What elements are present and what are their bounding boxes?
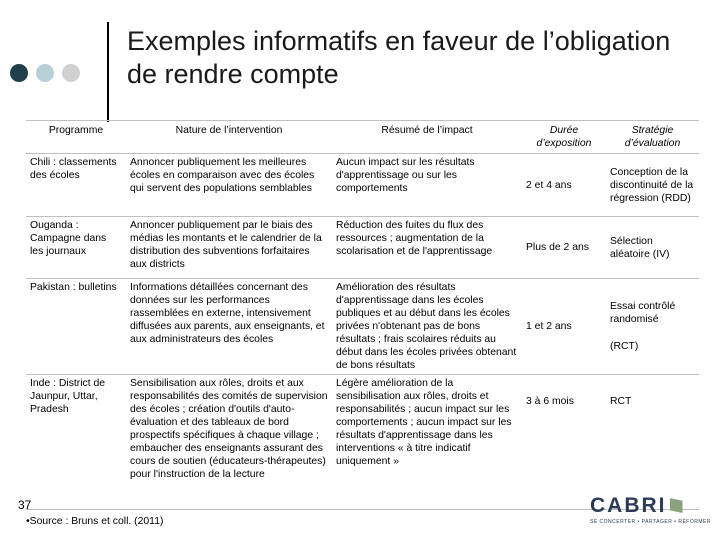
header-duree: Durée d’exposition bbox=[522, 121, 606, 154]
cell-impact: Aucun impact sur les résultats d'apprentissage ou sur les comportements bbox=[332, 154, 522, 217]
cell-intervention: Sensibilisation aux rôles, droits et aux responsabilités des comités de supervision des écoles ; création d'outils d'auto-évaluation et des tableaux de bord prospectifs spécifiques à chaque village ; embaucher des enseignants assurant des cours de soutien (éducateurs-thérapeutes) pour l'instruction de la lecture bbox=[126, 375, 332, 510]
dot-grey bbox=[62, 64, 80, 82]
cell-strategie bbox=[606, 279, 699, 375]
title-divider bbox=[107, 22, 109, 122]
cell-programme: Pakistan : bulletins bbox=[26, 279, 126, 375]
logo-leaf-icon bbox=[670, 498, 683, 513]
cell-duree: 1 et 2 ans bbox=[522, 279, 606, 375]
header-programme: Programme bbox=[26, 121, 126, 154]
table-row bbox=[26, 217, 699, 279]
cell-duree: 3 à 6 mois bbox=[522, 375, 606, 510]
dot-dark bbox=[10, 64, 28, 82]
cell-impact: Légère amélioration de la sensibilisation aux rôles, droits et responsabilités ; aucun impact sur les comportements ; aucun impact sur les résultats d'apprentissage dans les interventions « à titre indicatif uniquement » bbox=[332, 375, 522, 510]
cell-intervention: Annoncer publiquement par le biais des médias les montants et le calendrier de la distribution des subventions forfaitaires aux districts bbox=[126, 217, 332, 279]
cell-strategie: RCT bbox=[606, 375, 699, 510]
header-intervention: Nature de l’intervention bbox=[126, 121, 332, 154]
cell-strategie: Conception de la discontinuité de la régression (RDD) bbox=[606, 154, 699, 217]
table-row bbox=[26, 279, 699, 375]
cell-programme: Ouganda : Campagne dans les journaux bbox=[26, 217, 126, 279]
table-row bbox=[26, 375, 699, 510]
header-strategie: Stratégie d’évaluation bbox=[606, 121, 699, 154]
cell-programme: Inde : District de Jaunpur, Uttar, Pradesh bbox=[26, 375, 126, 510]
cell-intervention: Informations détaillées concernant des données sur les performances rassemblées en externe, intensivement diffusées aux parents, aux enseignants, et aux administrateurs des écoles bbox=[126, 279, 332, 375]
slide-title: Exemples informatifs en faveur de l’obligation de rendre compte bbox=[127, 26, 671, 89]
examples-table bbox=[26, 120, 699, 510]
source-note: •Source : Bruns et coll. (2011) bbox=[26, 516, 164, 527]
cell-intervention: Annoncer publiquement les meilleures écoles en comparaison avec des écoles qui servent des populations semblables bbox=[126, 154, 332, 217]
logo-tagline: SE CONCERTER • PARTAGER • RÉFORMER bbox=[590, 519, 711, 525]
cell-duree: 2 et 4 ans bbox=[522, 154, 606, 217]
table-row bbox=[26, 154, 699, 217]
cell-programme: Chili : classements des écoles bbox=[26, 154, 126, 217]
header-impact: Résumé de l’impact bbox=[332, 121, 522, 154]
strategie-main: Essai contrôlé randomisé bbox=[610, 301, 676, 325]
dot-light-blue bbox=[36, 64, 54, 82]
decorative-dots bbox=[10, 64, 80, 82]
logo-word: CABRI bbox=[590, 494, 667, 517]
table-header-row bbox=[26, 121, 699, 154]
cell-strategie: Sélection aléatoire (IV) bbox=[606, 217, 699, 279]
cell-impact: Réduction des fuites du flux des ressources ; augmentation de la scolarisation et de l'apprentissage bbox=[332, 217, 522, 279]
cell-impact: Amélioration des résultats d'apprentissage dans les écoles publiques et au début dans les écoles privées n'obtenant pas de bons résultats ; frais scolaires réduits au début dans les écoles privées obtenant de bons résultats bbox=[332, 279, 522, 375]
strategie-extra: (RCT) bbox=[610, 341, 639, 352]
cabri-logo bbox=[590, 494, 711, 525]
cell-duree: Plus de 2 ans bbox=[522, 217, 606, 279]
slide-number: 37 bbox=[18, 498, 32, 512]
